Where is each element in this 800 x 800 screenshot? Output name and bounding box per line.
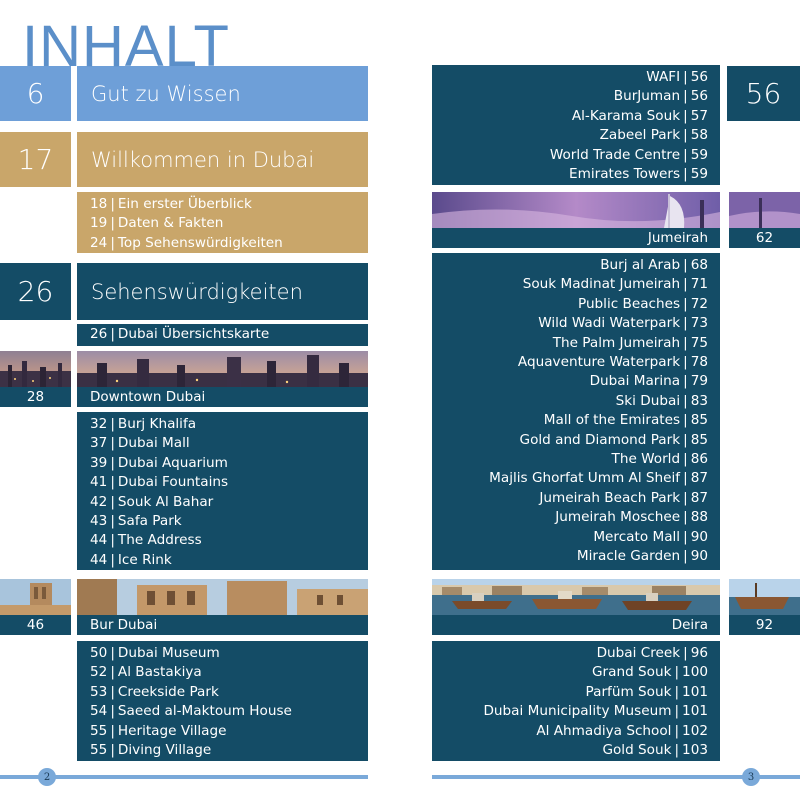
page-number-right: 3 <box>742 768 760 786</box>
list-item[interactable]: Al Ahmadiya School | 102 <box>536 722 708 739</box>
list-item[interactable]: BurJuman | 56 <box>613 88 708 105</box>
list-item[interactable]: Wild Wadi Waterpark | 73 <box>538 315 708 332</box>
list-item[interactable]: 44 | Ice Rink <box>90 551 172 568</box>
downtown-list <box>77 412 368 570</box>
list-item[interactable]: 44 | The Address <box>90 532 202 549</box>
bur-list <box>77 641 368 761</box>
page-title: INHALT <box>22 14 230 79</box>
bur-photo-small <box>0 579 71 615</box>
jumeirah-photo-small <box>729 192 800 228</box>
section-number-willkommen: 17 <box>0 132 71 187</box>
list-item[interactable]: 43 | Safa Park <box>90 513 182 530</box>
deira-number: 92 <box>729 615 800 635</box>
downtown-photo-small <box>0 351 71 387</box>
list-item[interactable]: 32 | Burj Khalifa <box>90 416 197 432</box>
list-item[interactable]: Dubai Municipality Museum | 101 <box>483 703 708 720</box>
section-number-sehens: 26 <box>0 263 71 320</box>
list-item[interactable]: 50 | Dubai Museum <box>90 645 220 661</box>
deira-photo-small <box>729 579 800 615</box>
list-item[interactable]: Grand Souk | 100 <box>592 664 708 681</box>
deira-photo <box>432 579 720 615</box>
list-item[interactable]: Gold and Diamond Park | 85 <box>519 431 708 448</box>
section-number-top: 56 <box>727 66 800 121</box>
downtown-title[interactable]: Downtown Dubai <box>77 387 368 407</box>
list-item[interactable]: Aquaventure Waterpark | 78 <box>517 354 708 371</box>
list-item[interactable]: 53 | Creekside Park <box>90 683 219 700</box>
section-number-gut: 6 <box>0 66 71 121</box>
list-item[interactable]: Majlis Ghorfat Umm Al Sheif | 87 <box>489 470 708 487</box>
sehens-sub[interactable]: 26 | Dubai Übersichtskarte <box>77 324 368 346</box>
list-item[interactable]: Dubai Creek | 96 <box>596 645 708 661</box>
section-title-gut[interactable]: Gut zu Wissen <box>77 66 368 121</box>
list-item[interactable]: Al-Karama Souk | 57 <box>571 107 708 124</box>
list-item[interactable]: Miracle Garden | 90 <box>576 548 708 565</box>
list-item[interactable]: Jumeirah Beach Park | 87 <box>539 489 708 506</box>
list-item[interactable]: Jumeirah Moschee | 88 <box>555 509 708 526</box>
list-item[interactable]: 18 | Ein erster Überblick <box>90 196 252 212</box>
page-number-left: 2 <box>38 768 56 786</box>
list-item[interactable]: 41 | Dubai Fountains <box>90 474 229 491</box>
bur-number: 46 <box>0 615 71 635</box>
list-item[interactable]: Burj al Arab | 68 <box>600 257 708 273</box>
list-item[interactable]: Mercato Mall | 90 <box>593 528 708 545</box>
list-item[interactable]: Zabeel Park | 58 <box>599 127 708 144</box>
section-title-willkommen[interactable]: Willkommen in Dubai <box>77 132 368 187</box>
list-item[interactable]: 37 | Dubai Mall <box>90 435 190 452</box>
bur-photo <box>77 579 368 615</box>
jumeirah-list <box>432 253 720 570</box>
list-item[interactable]: Souk Madinat Jumeirah | 71 <box>522 276 708 293</box>
list-item[interactable]: Parfüm Souk | 101 <box>585 683 708 700</box>
list-item[interactable]: World Trade Centre | 59 <box>549 146 708 163</box>
list-item[interactable]: WAFI | 56 <box>646 69 708 85</box>
jumeirah-number: 62 <box>729 228 800 248</box>
list-item[interactable]: Mall of the Emirates | 85 <box>543 412 708 429</box>
list-item[interactable]: 52 | Al Bastakiya <box>90 664 202 681</box>
list-item[interactable]: 19 | Daten & Fakten <box>90 215 224 232</box>
list-item[interactable]: Gold Souk | 103 <box>602 742 708 759</box>
list-item[interactable]: 55 | Heritage Village <box>90 722 227 739</box>
list-item[interactable]: The World | 86 <box>611 451 708 468</box>
list-item[interactable]: 54 | Saeed al-Maktoum House <box>90 703 292 720</box>
jumeirah-photo <box>432 192 720 228</box>
list-item[interactable]: Public Beaches | 72 <box>577 295 708 312</box>
top-list <box>432 65 720 185</box>
section-title-sehens[interactable]: Sehenswürdigkeiten <box>77 263 368 320</box>
list-item[interactable]: Ski Dubai | 83 <box>615 392 708 409</box>
list-item[interactable]: The Palm Jumeirah | 75 <box>552 334 708 351</box>
list-item[interactable]: 24 | Top Sehenswürdigkeiten <box>90 234 283 251</box>
jumeirah-title[interactable]: Jumeirah <box>432 228 720 248</box>
list-item[interactable]: Emirates Towers | 59 <box>569 166 708 183</box>
deira-list <box>432 641 720 761</box>
list-item[interactable]: 39 | Dubai Aquarium <box>90 454 228 471</box>
willkommen-list <box>77 192 368 253</box>
bur-title[interactable]: Bur Dubai <box>77 615 368 635</box>
list-item[interactable]: 42 | Souk Al Bahar <box>90 493 214 510</box>
downtown-number: 28 <box>0 387 71 407</box>
downtown-photo <box>77 351 368 387</box>
list-item[interactable]: 55 | Diving Village <box>90 742 212 759</box>
deira-title[interactable]: Deira <box>432 615 720 635</box>
list-item[interactable]: Dubai Marina | 79 <box>589 373 708 390</box>
